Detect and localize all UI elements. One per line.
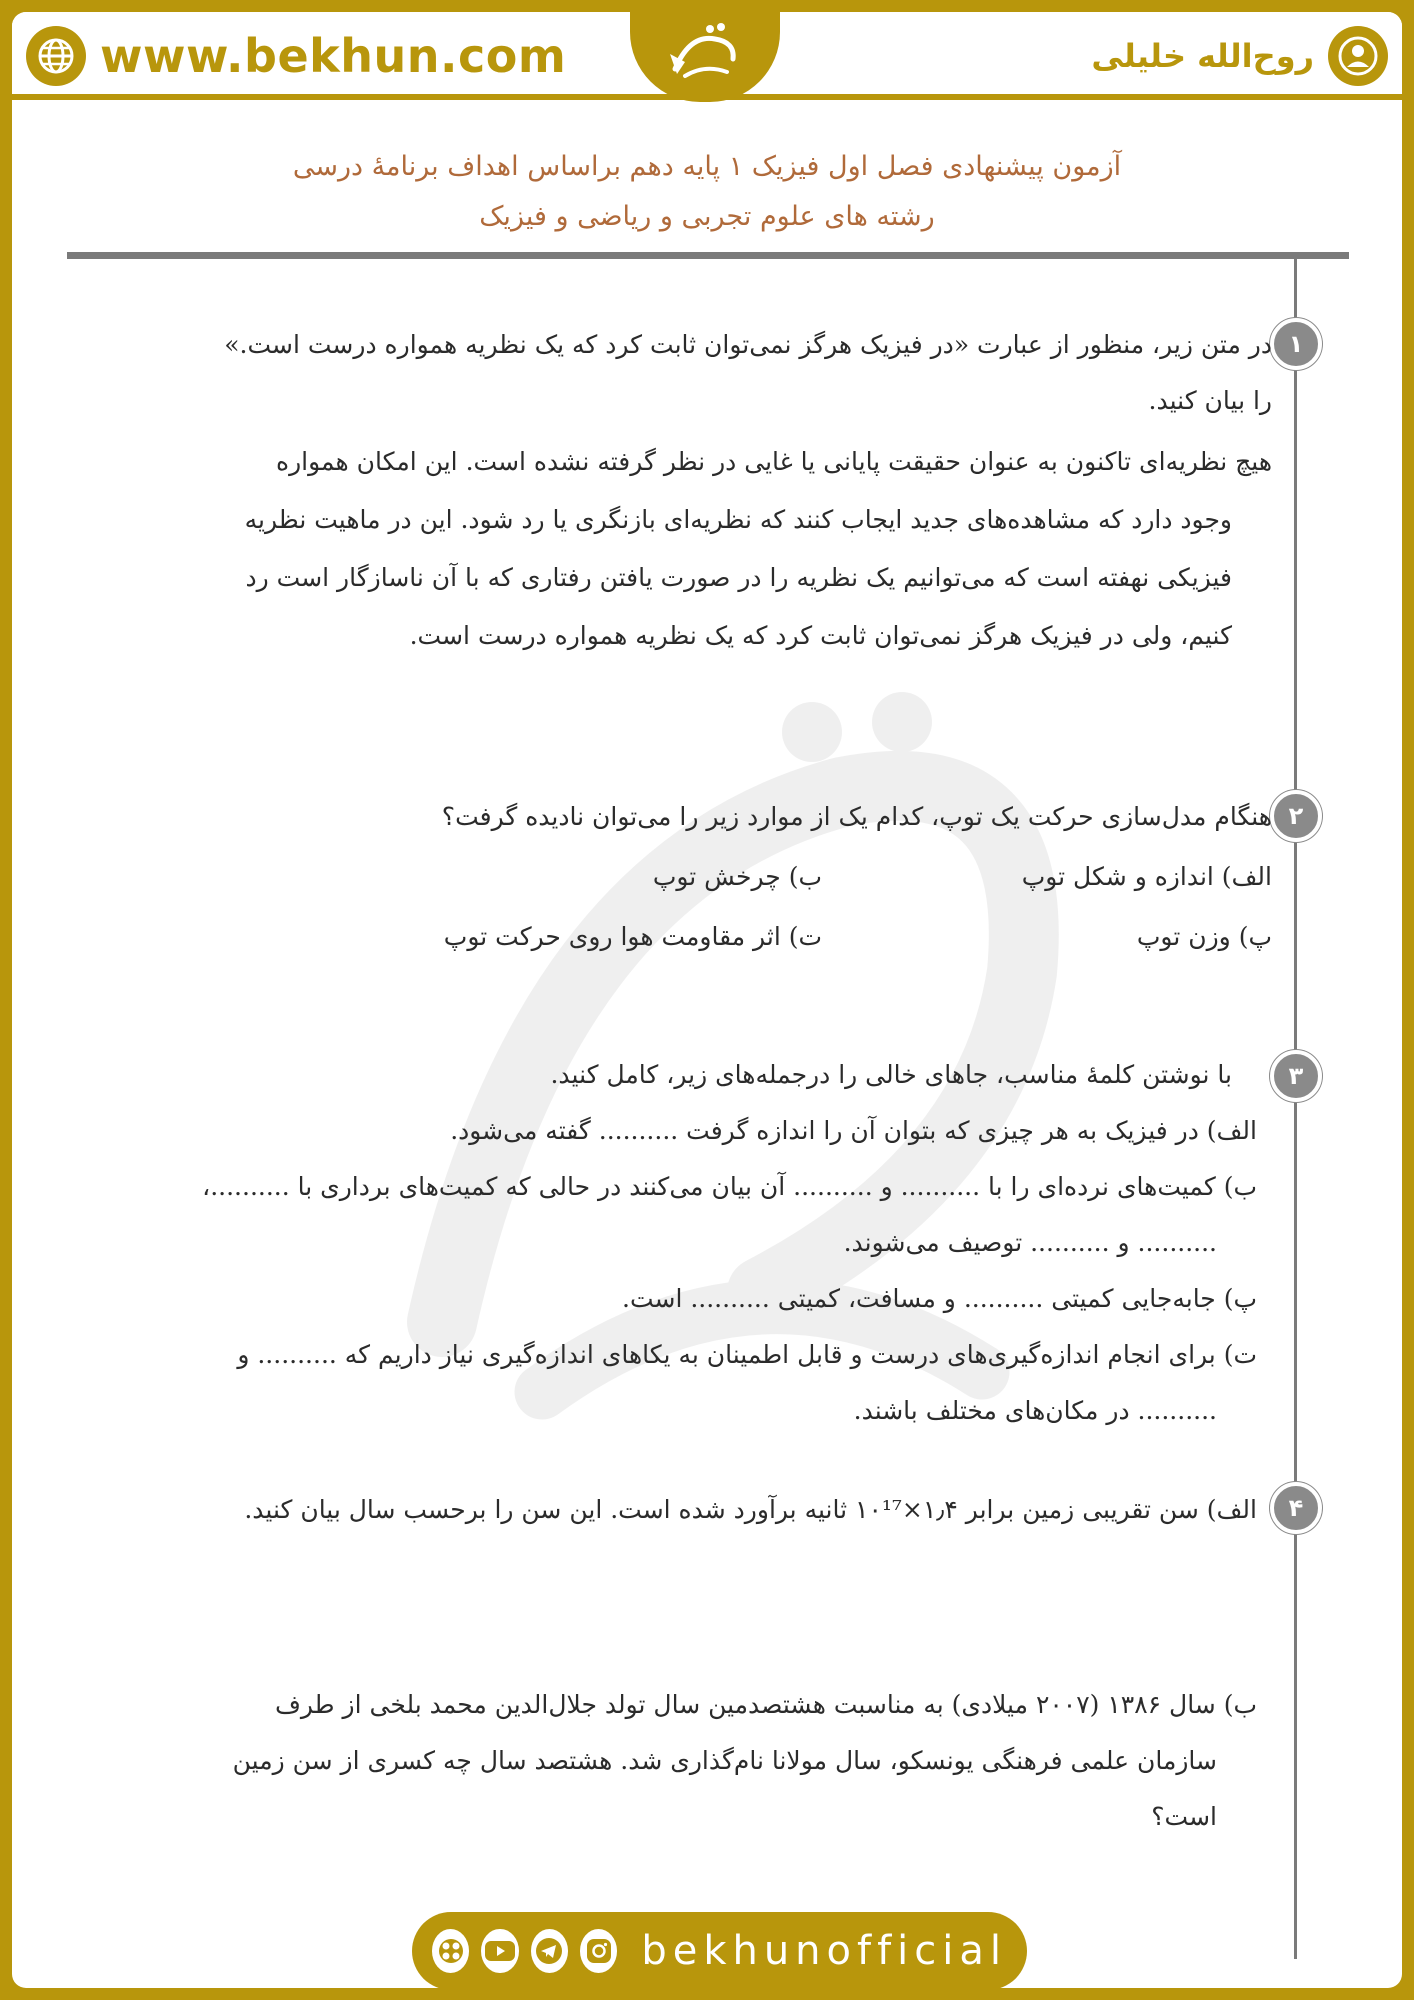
q4-part-a: الف) سن تقریبی زمین برابر ۱٫۴×۱۰¹⁷ ثانیه برآورد شده است. این سن را برحسب سال بیان کنید.: [244, 1495, 1257, 1524]
q3-part-b-line-2: .......... و .......... توصیف می‌شوند.: [843, 1228, 1217, 1257]
q2-option-b: ب) چرخش توپ: [652, 862, 822, 891]
q4-part-b-line-2: سازمان علمی فرهنگی یونسکو، سال مولانا نام‌گذاری شد. هشتصد سال چه کسری از سن زمین: [232, 1746, 1217, 1775]
q1-body-line-4: کنیم، ولی در فیزیک هرگز نمی‌توان ثابت کرد که یک نظریه همواره درست است.: [409, 621, 1232, 650]
q2-options-row-1: [312, 847, 1272, 907]
q3-part-d-line-2: .......... در مکان‌های مختلف باشند.: [853, 1396, 1217, 1425]
q1-prompt-line-1: در متن زیر، منظور از عبارت «در فیزیک هرگز نمی‌توان ثابت کرد که یک نظریه همواره درست است.»: [224, 330, 1272, 359]
question-number-4: ۴: [1270, 1482, 1322, 1534]
author-name: روح‌الله خلیلی: [1091, 37, 1314, 75]
q2-prompt: هنگام مدل‌سازی حرکت یک توپ، کدام یک از موارد زیر را می‌توان نادیده گرفت؟: [441, 802, 1272, 831]
question-4-part-a: [162, 1482, 1257, 1538]
page: [12, 12, 1402, 1988]
q3-part-d-line-1: ت) برای انجام اندازه‌گیری‌های درست و قابل اطمینان به یکاهای اندازه‌گیری نیاز داریم که .......... و: [237, 1340, 1257, 1369]
q3-part-b-line-1: ب) کمیت‌های نرده‌ای را با .......... و .......... آن بیان می‌کنند در حالی که کمیت‌های برداری با ..........،: [202, 1172, 1257, 1201]
title-divider: [67, 252, 1349, 259]
q1-passage: [137, 433, 1272, 665]
q1-body-line-1: هیچ نظریه‌ای تاکنون به عنوان حقیقت پایانی یا غایی در نظر گرفته نشده است. این امکان همواره: [276, 447, 1272, 476]
q1-body-line-2: وجود دارد که مشاهده‌های جدید ایجاب کنند که نظریه‌ای بازنگری یا رد شود. این در ماهیت نظریه: [244, 505, 1232, 534]
website-url[interactable]: www.bekhun.com: [100, 29, 567, 83]
question-1: [137, 317, 1272, 665]
q2-option-c: پ) وزن توپ: [1136, 922, 1272, 951]
title-line-1: آزمون پیشنهادی فصل اول فیزیک ۱ پایه دهم براساس اهداف برنامهٔ درسی: [292, 151, 1122, 182]
question-4-part-b: [112, 1677, 1257, 1845]
q1-body-line-3: فیزیکی نهفته است که می‌توانیم یک نظریه را در صورت یافتن رفتاری که با آن ناسازگار است رد: [245, 563, 1232, 592]
header-bar: [12, 12, 1402, 100]
exam-title: [112, 142, 1302, 242]
social-footer: [412, 1912, 1027, 1988]
q4-part-b-line-3: است؟: [1151, 1802, 1217, 1831]
q2-options-row-2: [312, 907, 1272, 967]
question-number-2: ۲: [1270, 790, 1322, 842]
q3-prompt: با نوشتن کلمهٔ مناسب، جاهای خالی را درجمله‌های زیر، کامل کنید.: [550, 1060, 1232, 1089]
website-link[interactable]: [26, 24, 566, 88]
question-3: [172, 1047, 1257, 1439]
q1-prompt-line-2: را بیان کنید.: [1148, 386, 1272, 415]
globe-icon: [26, 26, 86, 86]
q4-part-b-line-1: ب) سال ۱۳۸۶ (۲۰۰۷ میلادی) به مناسبت هشتصدمین سال تولد جلال‌الدین محمد بلخی از طرف: [274, 1690, 1257, 1719]
telegram-icon[interactable]: [531, 1929, 568, 1973]
question-2: [312, 787, 1272, 967]
author-badge: [1091, 24, 1388, 88]
question-number-3: ۳: [1270, 1050, 1322, 1102]
social-handle[interactable]: bekhunofficial: [641, 1928, 1008, 1974]
aparat-icon[interactable]: [432, 1929, 469, 1973]
q2-option-a: الف) اندازه و شکل توپ: [1021, 862, 1272, 891]
q3-part-a: الف) در فیزیک به هر چیزی که بتوان آن را اندازه گرفت .......... گفته می‌شود.: [450, 1116, 1257, 1145]
question-number-1: ۱: [1270, 318, 1322, 370]
instagram-icon[interactable]: [580, 1929, 617, 1973]
brand-logo: [630, 12, 780, 102]
youtube-icon[interactable]: [481, 1929, 518, 1973]
user-icon: [1328, 26, 1388, 86]
margin-line: [1294, 259, 1297, 1959]
title-line-2: رشته های علوم تجربی و ریاضی و فیزیک: [479, 201, 935, 232]
q3-part-c: پ) جابه‌جایی کمیتی .......... و مسافت، کمیتی .......... است.: [622, 1284, 1257, 1313]
q2-option-d: ت) اثر مقاومت هوا روی حرکت توپ: [443, 922, 822, 951]
